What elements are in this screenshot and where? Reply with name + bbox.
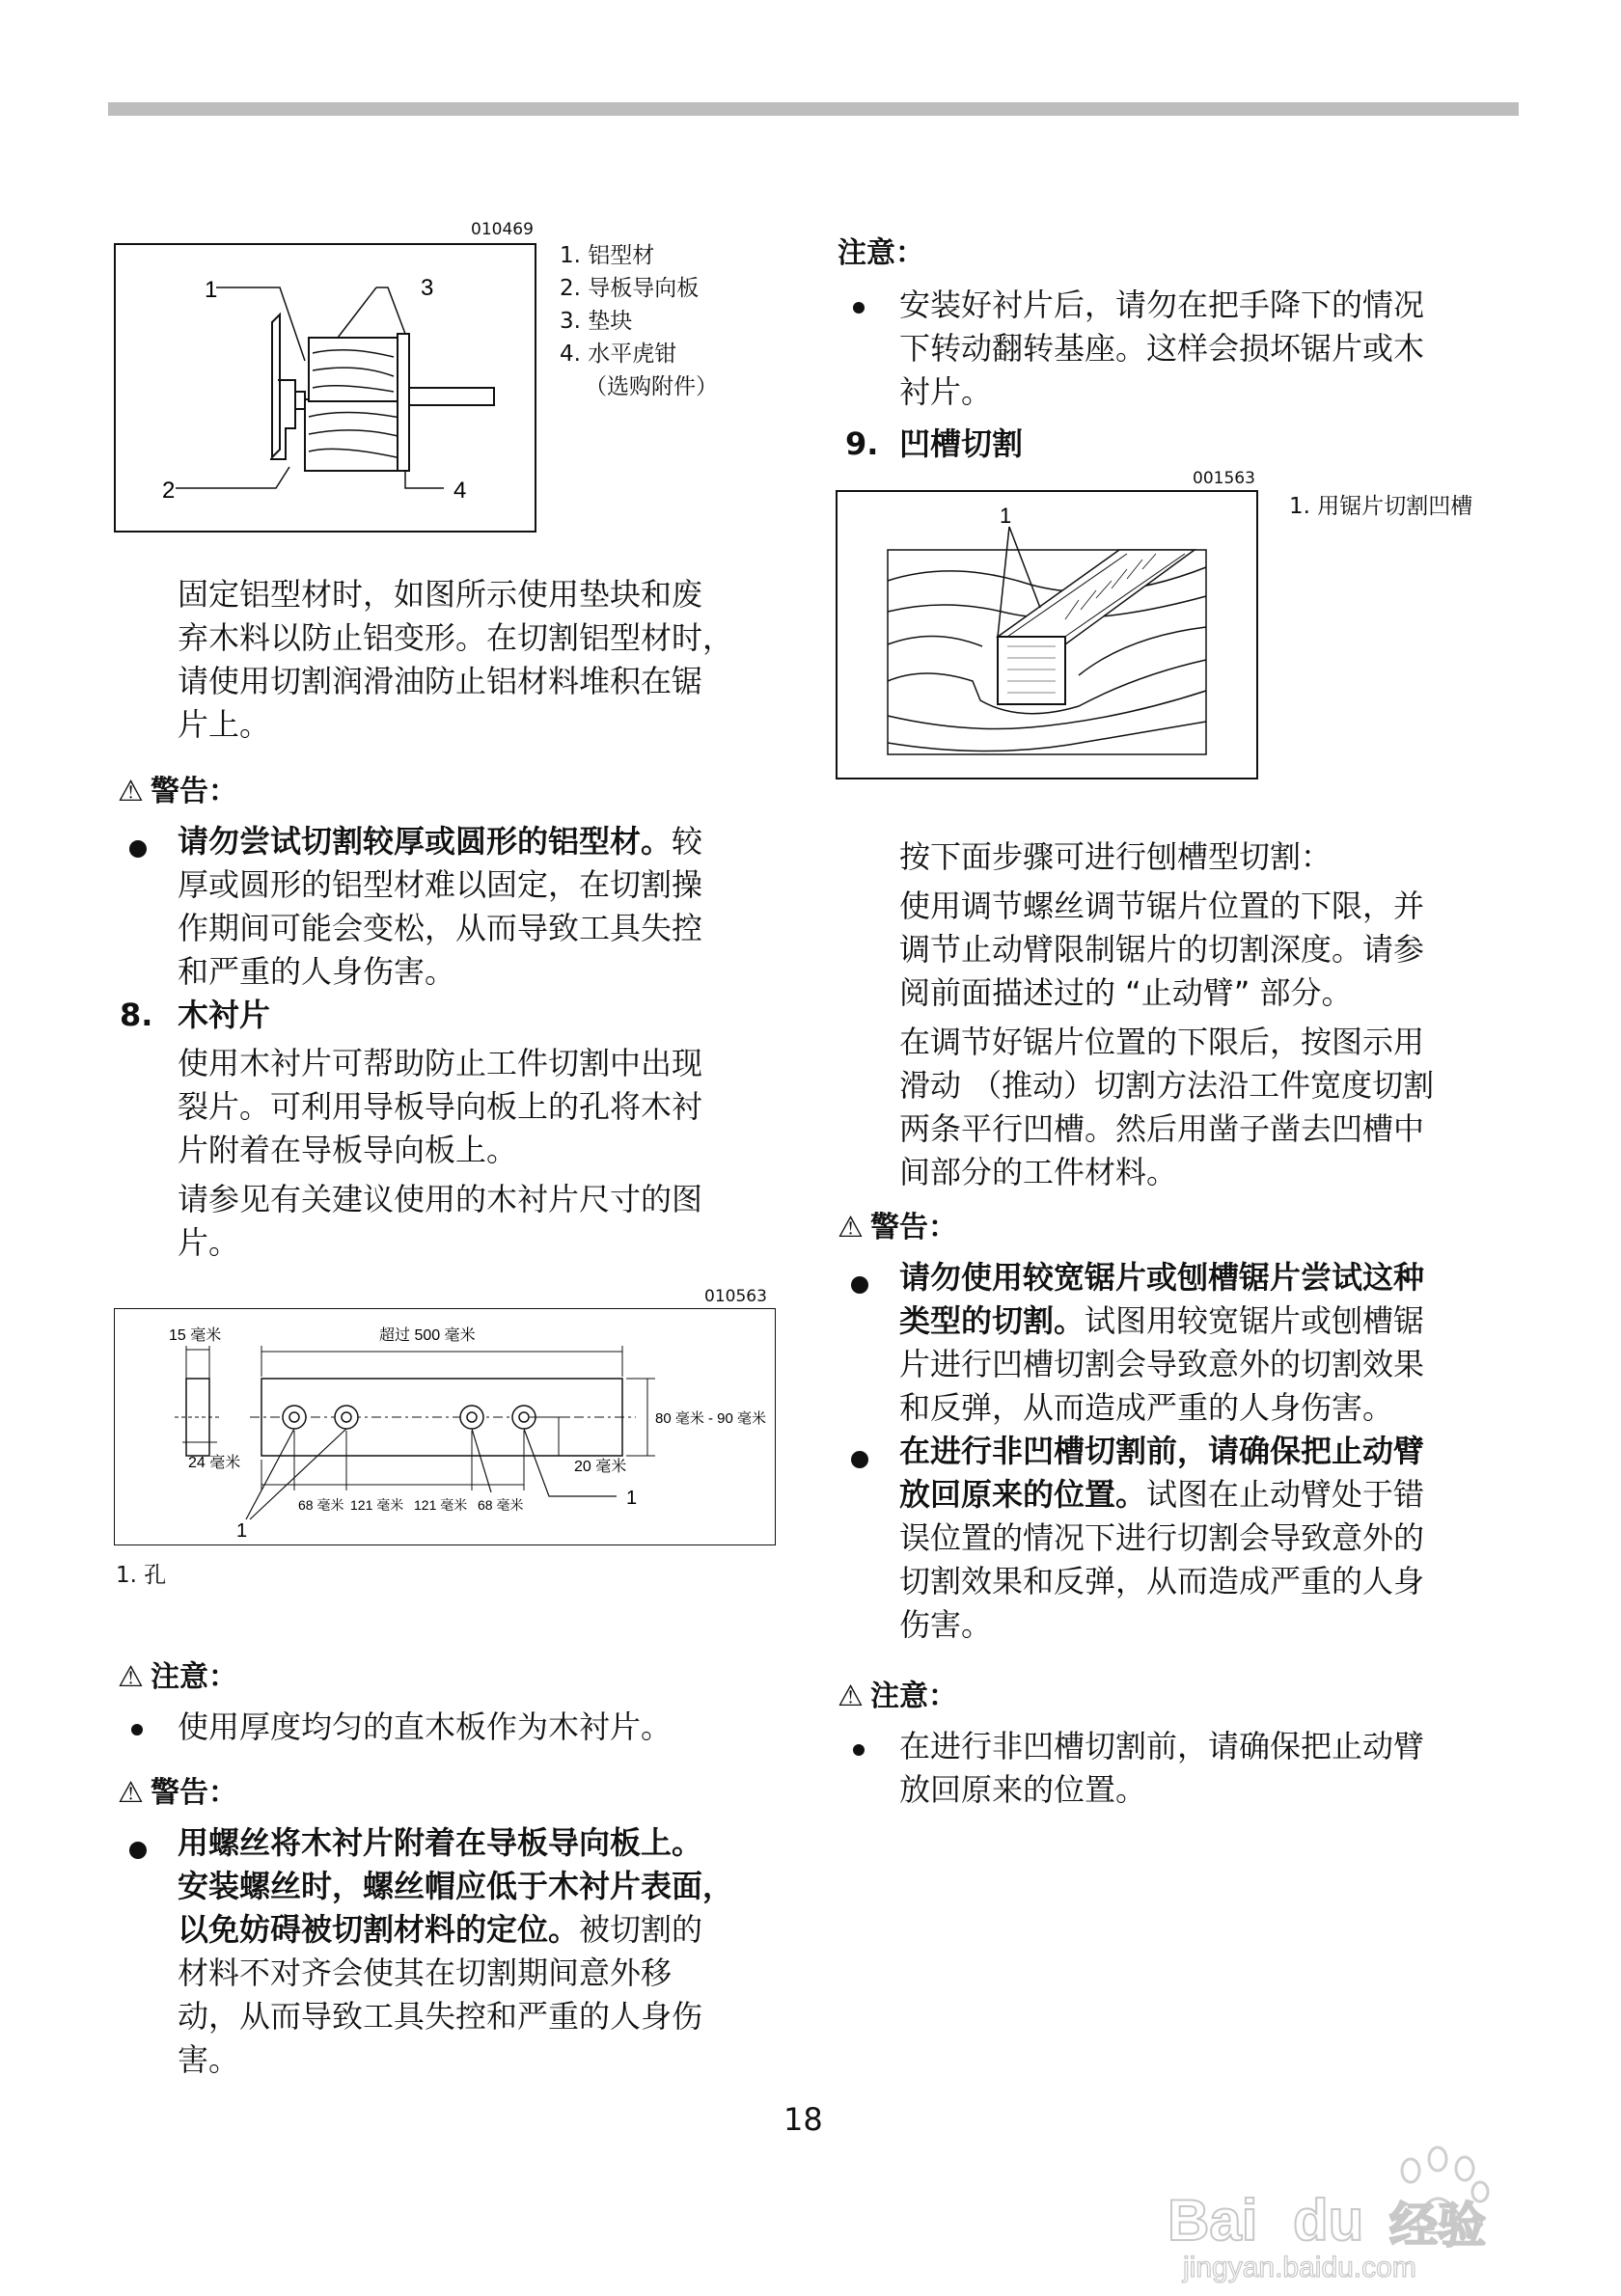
warning-3a-line: 试图用较宽锯片或刨槽锯 [1085, 1302, 1425, 1339]
warning-2-line: 害。 [178, 2041, 240, 2078]
warning-2-bold: 安装螺丝时，螺丝帽应低于木衬片表面， [178, 1868, 734, 1904]
warning-2-bold: 用螺丝将木衬片附着在导板导向板上。 [178, 1824, 703, 1861]
fig1-callout-1: 1 [205, 277, 218, 303]
warning-3a-bold: 类型的切割。 [899, 1302, 1085, 1339]
caution-top-line: 下转动翻转基座。这样会损坏锯片或木 [899, 330, 1425, 367]
warning-triangle-icon: ⚠ [838, 1680, 864, 1713]
fig3-groove-cutting [836, 490, 1258, 779]
fig1-caption-2: 2. 导板导向板 [560, 276, 700, 301]
warning-triangle-icon: ⚠ [838, 1211, 864, 1244]
fig2-callout-1a: 1 [236, 1520, 248, 1542]
dim-80-90mm: 80 毫米 - 90 毫米 [655, 1410, 767, 1427]
caution-2-text [899, 1725, 1424, 1812]
fig1-callout-3: 3 [421, 275, 434, 301]
warning-heading-2 [118, 1771, 237, 1815]
section-8-line: 裂片。可利用导板导向板上的孔将木衬 [178, 1088, 703, 1125]
dim-68mm-a: 68 毫米 [298, 1497, 344, 1513]
bullet-dot [129, 1842, 147, 1859]
warning-heading-1 [118, 770, 237, 813]
fig1-caption-list [560, 239, 718, 403]
intro-line: 片上。 [178, 706, 271, 743]
caution-top-text [899, 284, 1424, 414]
intro-line: 请使用切割润滑油防止铝材料堆积在锯 [178, 663, 703, 699]
watermark-cn: 经验 [1389, 2199, 1486, 2253]
step-line: 按下面步骤可进行刨槽型切割： [899, 838, 1333, 875]
warning-2-text [178, 1821, 733, 2082]
warning-triangle-icon: ⚠ [118, 775, 144, 808]
caution-2-line: 放回原来的位置。 [899, 1771, 1147, 1808]
fig1-caption-4: 4. 水平虎钳 [560, 342, 677, 367]
warning-3b-line: 伤害。 [899, 1606, 993, 1643]
warning-1-line: 较 [672, 823, 703, 860]
page-number: 18 [783, 2101, 823, 2138]
baidu-jingyan-watermark [1148, 2122, 1534, 2286]
warning-heading-3 [838, 1206, 957, 1249]
dim-68mm-b: 68 毫米 [478, 1497, 524, 1513]
section-8-line: 请参见有关建议使用的木衬片尺寸的图 [178, 1181, 703, 1217]
warning-1-line: 作期间可能会变松，从而导致工具失控 [178, 910, 703, 946]
warning-3b-line: 误位置的情况下进行切割会导致意外的 [899, 1519, 1425, 1556]
bullet-dot [853, 302, 865, 314]
fig3-caption: 1. 用锯片切割凹槽 [1289, 494, 1473, 519]
watermark-url: jingyan.baidu.com [1183, 2252, 1416, 2283]
section-8-number: 8. [120, 997, 153, 1033]
fig1-callout-2: 2 [162, 478, 176, 504]
fig1-caption-4b: （选购附件） [585, 374, 718, 399]
fig2-code: 010563 [704, 1287, 767, 1306]
caution-top-line: 安装好衬片后，请勿在把手降下的情况 [899, 287, 1425, 323]
fig2-facing-dimensions [114, 1308, 776, 1545]
intro-paragraph [178, 573, 733, 747]
groove-steps [899, 835, 1434, 1194]
step-line: 滑动 （推动）切割方法沿工件宽度切割 [899, 1067, 1435, 1104]
fig2-drawing [115, 1309, 775, 1544]
warning-1-text [178, 820, 702, 994]
warning-triangle-icon: ⚠ [118, 1660, 144, 1694]
step-line: 在调节好锯片位置的下限后，按图示用 [899, 1024, 1425, 1060]
warning-3a-text [899, 1256, 1424, 1430]
bullet-dot [131, 1724, 143, 1736]
warning-2-line: 材料不对齐会使其在切割期间意外移 [178, 1954, 673, 1991]
warning-3b-bold: 放回原来的位置。 [899, 1476, 1147, 1513]
caution-heading-2 [838, 1675, 957, 1718]
intro-line: 固定铝型材时，如图所示使用垫块和废 [178, 576, 703, 613]
bullet-dot [853, 1744, 865, 1756]
warning-3b-line: 切割效果和反弹，从而造成严重的人身 [899, 1563, 1425, 1599]
section-9-title: 凹槽切割 [899, 425, 1024, 462]
caution-heading-top: 注意： [838, 236, 924, 270]
warning-title: 警告： [151, 1776, 237, 1810]
warning-3b-bold: 在进行非凹槽切割前，请确保把止动臂 [899, 1433, 1425, 1469]
warning-triangle-icon: ⚠ [118, 1776, 144, 1810]
section-8-line: 使用木衬片可帮助防止工件切割中出现 [178, 1045, 703, 1081]
step-line: 阅前面描述过的 “止动臂” 部分。 [899, 974, 1353, 1011]
warning-title: 警告： [870, 1211, 957, 1244]
watermark-brand-2: du [1293, 2188, 1364, 2253]
section-8-title: 木衬片 [178, 997, 271, 1033]
fig1-drawing [116, 245, 535, 531]
fig2-callout-1b: 1 [626, 1488, 638, 1509]
warning-3b-text [899, 1430, 1424, 1647]
warning-2-bold: 以免妨碍被切割材料的定位。 [178, 1911, 580, 1948]
warning-3a-bold: 请勿使用较宽锯片或刨槽锯片尝试这种 [899, 1259, 1425, 1296]
fig1-caption-1: 1. 铝型材 [560, 243, 655, 268]
caution-title: 注意： [151, 1660, 237, 1694]
step-line: 两条平行凹槽。然后用凿子凿去凹槽中 [899, 1110, 1425, 1147]
caution-top-line: 衬片。 [899, 373, 993, 410]
fig3-code: 001563 [1193, 469, 1255, 488]
fig3-callout-1: 1 [1000, 504, 1012, 528]
dim-20mm: 20 毫米 [574, 1459, 627, 1475]
dim-15mm: 15 毫米 [169, 1327, 222, 1344]
caution-2-line: 在进行非凹槽切割前，请确保把止动臂 [899, 1728, 1425, 1764]
warning-1-bold: 请勿尝试切割较厚或圆形的铝型材。 [178, 823, 673, 860]
bullet-dot [129, 840, 147, 858]
warning-1-line: 厚或圆形的铝型材难以固定，在切割操 [178, 866, 703, 903]
fig1-caption-3: 3. 垫块 [560, 309, 633, 334]
intro-line: 弃木料以防止铝变形。在切割铝型材时， [178, 619, 734, 656]
bullet-dot [851, 1276, 868, 1294]
warning-1-line: 和严重的人身伤害。 [178, 953, 456, 990]
caution-1-text: 使用厚度均匀的直木板作为木衬片。 [178, 1708, 673, 1745]
section-9-number: 9. [845, 425, 879, 462]
warning-2-line: 被切割的 [579, 1911, 703, 1948]
warning-3a-line: 片进行凹槽切割会导致意外的切割效果 [899, 1346, 1425, 1382]
warning-3a-line: 和反弹，从而造成严重的人身伤害。 [899, 1389, 1394, 1426]
warning-2-line: 动，从而导致工具失控和严重的人身伤 [178, 1998, 703, 2035]
fig1-aluminium-vise [114, 243, 536, 533]
step-line: 使用调节螺丝调节锯片位置的下限，并 [899, 888, 1425, 924]
caution-heading-1 [118, 1655, 237, 1699]
step-line: 间部分的工件材料。 [899, 1154, 1178, 1190]
caution-title: 注意： [870, 1680, 957, 1713]
section-8-line: 片。 [178, 1224, 240, 1261]
section-8-body [178, 1042, 702, 1265]
watermark-graphic [1148, 2122, 1534, 2286]
warning-title: 警告： [151, 775, 237, 808]
fig3-drawing [838, 492, 1256, 778]
top-rule [108, 102, 1519, 116]
watermark-brand: Bai [1168, 2188, 1258, 2253]
bullet-dot [851, 1451, 868, 1468]
dim-121mm-a: 121 毫米 [350, 1497, 404, 1513]
dim-over-500mm: 超过 500 毫米 [379, 1327, 476, 1344]
fig2-caption: 1. 孔 [116, 1563, 167, 1588]
dim-24mm: 24 毫米 [188, 1455, 241, 1471]
warning-3b-line: 试图在止动臂处于错 [1146, 1476, 1425, 1513]
section-8-line: 片附着在导板导向板上。 [178, 1132, 518, 1168]
step-line: 调节止动臂限制锯片的切割深度。请参 [899, 931, 1425, 968]
dim-121mm-b: 121 毫米 [414, 1497, 468, 1513]
fig1-callout-4: 4 [453, 478, 467, 504]
fig1-code: 010469 [471, 220, 534, 239]
